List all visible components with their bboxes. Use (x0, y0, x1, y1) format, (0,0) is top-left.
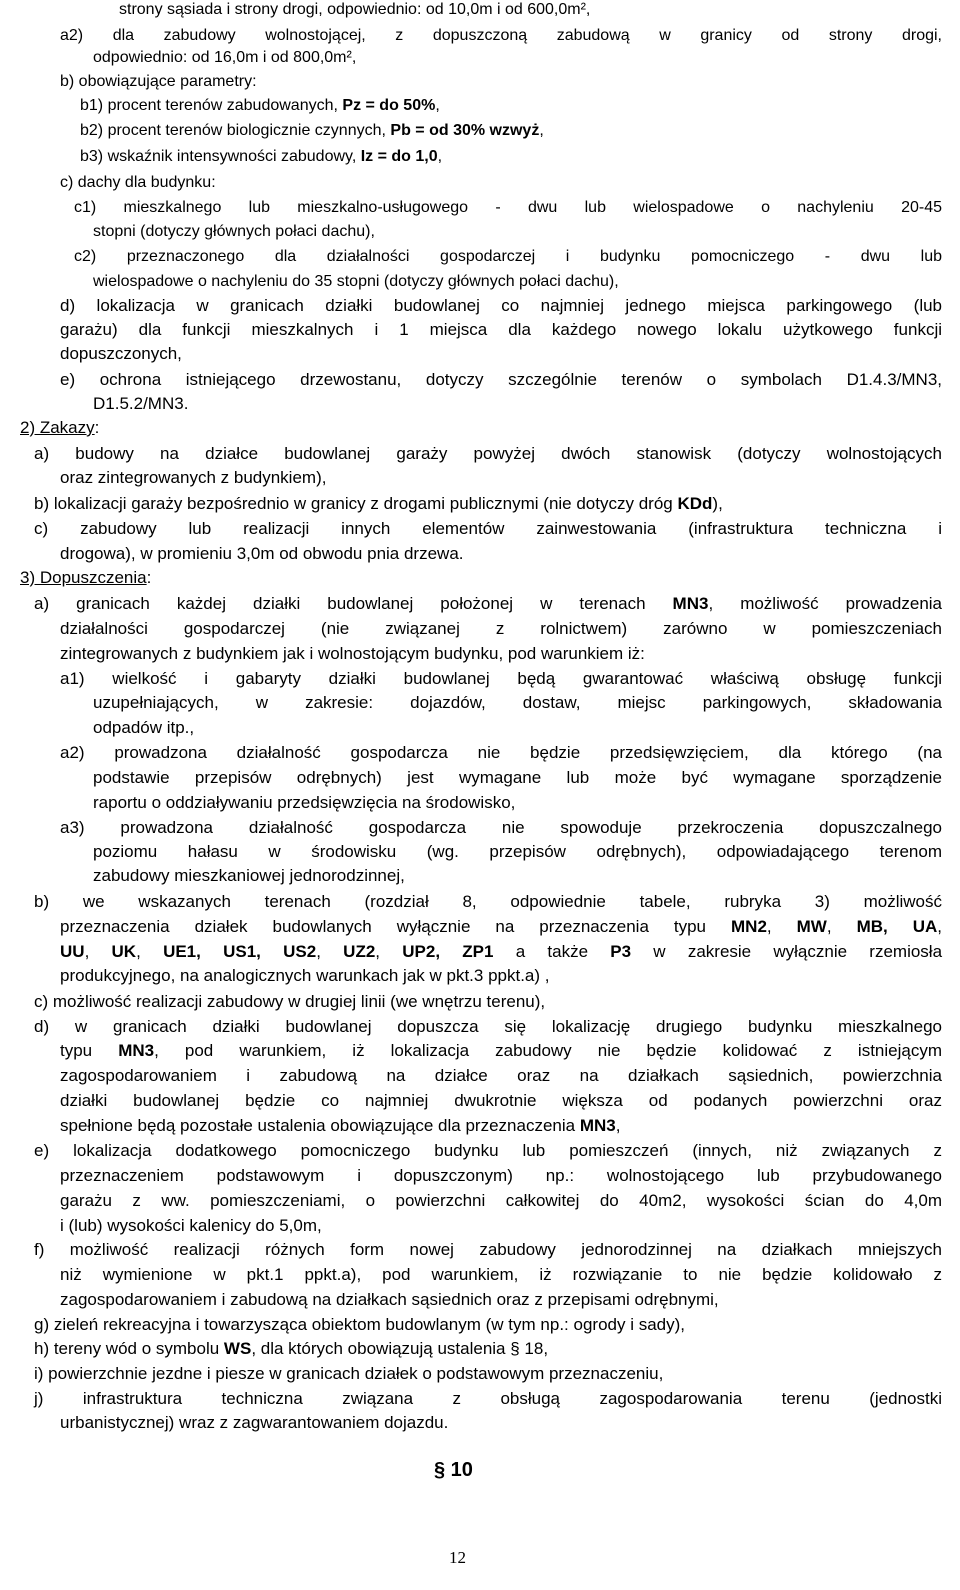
text-line: poziomu hałasu w środowisku (wg. przepisów odrębnych), odpowiadającego terenom (93, 842, 942, 861)
text-line: c2) przeznaczonego dla działalności gospodarczej i budynku pomocniczego - dwu lub (74, 248, 942, 265)
text-line: i) powierzchnie jezdne i piesze w granicach działek o podstawowym przeznaczeniu, (34, 1364, 664, 1383)
text-line: drogowa), w promieniu 3,0m od obwodu pnia drzewa. (60, 544, 464, 563)
text-line: f) możliwość realizacji różnych form nowej zabudowy jednorodzinnej na działkach mniejszych (34, 1240, 942, 1259)
text-line: typu MN3, pod warunkiem, iż lokalizacja zabudowy nie będzie kolidować z istniejącym (60, 1041, 943, 1060)
page-number: 12 (449, 1548, 466, 1567)
text-line: stopni (dotyczy głównych połaci dachu), (93, 223, 375, 240)
text-line: b) lokalizacji garaży bezpośrednio w granicy z drogami publicznymi (nie dotyczy dróg KDd), (34, 494, 723, 513)
text-line: d) lokalizacja w granicach działki budowlanej co najmniej jednego miejsca parkingowego (lub (60, 296, 942, 315)
text-line: b) we wskazanych terenach (rozdział 8, odpowiednie tabele, rubryka 3) możliwość (34, 892, 942, 911)
text-line: d) w granicach działki budowlanej dopuszcza się lokalizację drugiego budynku mieszkalnego (34, 1017, 942, 1036)
text-line: i (lub) wysokości kalenicy do 5,0m, (60, 1216, 322, 1235)
text-line: j) infrastruktura techniczna związana z obsługą zagospodarowania terenu (jednostki (34, 1389, 942, 1408)
text-line: a) granicach każdej działki budowlanej położonej w terenach MN3, możliwość prowadzenia (34, 594, 942, 613)
text-line: zagospodarowaniem i zabudową na działkach sąsiednich oraz z przepisami odrębnymi, (60, 1290, 719, 1309)
text-line: b3) wskaźnik intensywności zabudowy, Iz = do 1,0, (80, 148, 443, 165)
text-line: garażu) dla funkcji mieszkalnych i 1 miejsca dla każdego nowego lokalu użytkowego funkcji (60, 320, 942, 339)
text-line: D1.5.2/MN3. (93, 394, 189, 413)
text-line: e) lokalizacja dodatkowego pomocniczego budynku lub pomieszczeń (innych, niż związanych z (34, 1141, 942, 1160)
text-line: przeznaczenia działek budowlanych wyłącznie na przeznaczenia typu MN2, MW, MB, UA, (60, 917, 942, 936)
text-line: działalności gospodarczej (nie związanej z rolnictwem) zarówno w pomieszczeniach (60, 619, 942, 638)
text-line: garażu z ww. pomieszczeniami, o powierzchni całkowitej do 40m2, wysokości ścian do 4,0m (60, 1191, 942, 1210)
text-line: odpowiednio: od 16,0m i od 800,0m², (93, 49, 357, 66)
text-line: przeznaczeniem podstawowym i dopuszczonym) np.: wolnostojącego lub przybudowanego (60, 1166, 942, 1185)
text-line: a3) prowadzona działalność gospodarcza nie spowoduje przekroczenia dopuszczalnego (60, 818, 942, 837)
text-line: UU, UK, UE1, US1, US2, UZ2, UP2, ZP1 a także P3 w zakresie wyłącznie rzemiosła (60, 942, 943, 961)
text-line: podstawie przepisów odrębnych) jest wymagane lub może być wymagane sporządzenie (93, 768, 942, 787)
text-line: dopuszczonych, (60, 344, 182, 363)
text-line: c) dachy dla budynku: (60, 174, 216, 191)
text-line: zintegrowanych z budynkiem jak i wolnostojącym budynku, pod warunkiem iż: (60, 644, 645, 663)
text-line: e) ochrona istniejącego drzewostanu, dotyczy szczególnie terenów o symbolach D1.4.3/MN3, (60, 370, 942, 389)
text-line: strony sąsiada i strony drogi, odpowiednio: od 10,0m i od 600,0m², (119, 1, 591, 18)
subsection-heading-zakazy: 2) Zakazy: (20, 418, 100, 437)
text-line: odpadów itp., (93, 718, 195, 737)
text-line: g) zieleń rekreacyjna i towarzysząca obiektom budowlanym (w tym np.: ogrody i sady), (34, 1315, 685, 1334)
text-line: urbanistycznej) wraz z zagwarantowaniem dojazdu. (60, 1413, 449, 1432)
text-line: c) możliwość realizacji zabudowy w drugiej linii (we wnętrzu terenu), (34, 992, 546, 1011)
subsection-heading-dopuszczenia: 3) Dopuszczenia: (20, 568, 152, 587)
text-line: a1) wielkość i gabaryty działki budowlanej będą gwarantować właściwą obsługę funkcji (60, 669, 942, 688)
text-line: b1) procent terenów zabudowanych, Pz = do 50%, (80, 97, 440, 114)
text-line: c1) mieszkalnego lub mieszkalno-usługowego - dwu lub wielospadowe o nachyleniu 20-45 (74, 199, 942, 216)
text-line: uzupełniających, w zakresie: dojazdów, dostaw, miejsc parkingowych, składowania (93, 693, 942, 712)
text-line: oraz zintegrowanych z budynkiem), (60, 468, 327, 487)
text-line: zagospodarowaniem i zabudową na działce oraz na działkach sąsiednich, powierzchnia (60, 1066, 942, 1085)
text-line: h) tereny wód o symbolu WS, dla których obowiązują ustalenia § 18, (34, 1339, 549, 1358)
text-line: a2) prowadzona działalność gospodarcza nie będzie przedsięwzięciem, dla którego (na (60, 743, 942, 762)
text-line: a2) dla zabudowy wolnostojącej, z dopuszczoną zabudową w granicy od strony drogi, (60, 27, 942, 44)
text-line: spełnione będą pozostałe ustalenia obowiązujące dla przeznaczenia MN3, (60, 1116, 621, 1135)
text-line: c) zabudowy lub realizacji innych elementów zainwestowania (infrastruktura techniczna i (34, 519, 942, 538)
text-line: niż wymienione w pkt.1 ppkt.a), pod warunkiem, iż rozwiązanie to nie będzie kolidowało z (60, 1265, 942, 1284)
text-line: wielospadowe o nachyleniu do 35 stopni (dotyczy głównych połaci dachu), (93, 273, 619, 290)
text-line: zabudowy mieszkaniowej jednorodzinnej, (93, 866, 405, 885)
text-line: b2) procent terenów biologicznie czynnych, Pb = od 30% wzwyż, (80, 122, 544, 139)
text-line: produkcyjnego, na analogicznych warunkach jak w pkt.3 ppkt.a) , (60, 966, 550, 985)
text-line: działki budowlanej będzie co najmniej dwukrotnie większa od podanych powierzchni oraz (60, 1091, 942, 1110)
text-line: a) budowy na działce budowlanej garaży powyżej dwóch stanowisk (dotyczy wolnostojących (34, 444, 942, 463)
section-heading: § 10 (434, 1459, 473, 1481)
text-line: b) obowiązujące parametry: (60, 73, 257, 90)
text-line: raportu o oddziaływaniu przedsięwzięcia na środowisko, (93, 793, 516, 812)
